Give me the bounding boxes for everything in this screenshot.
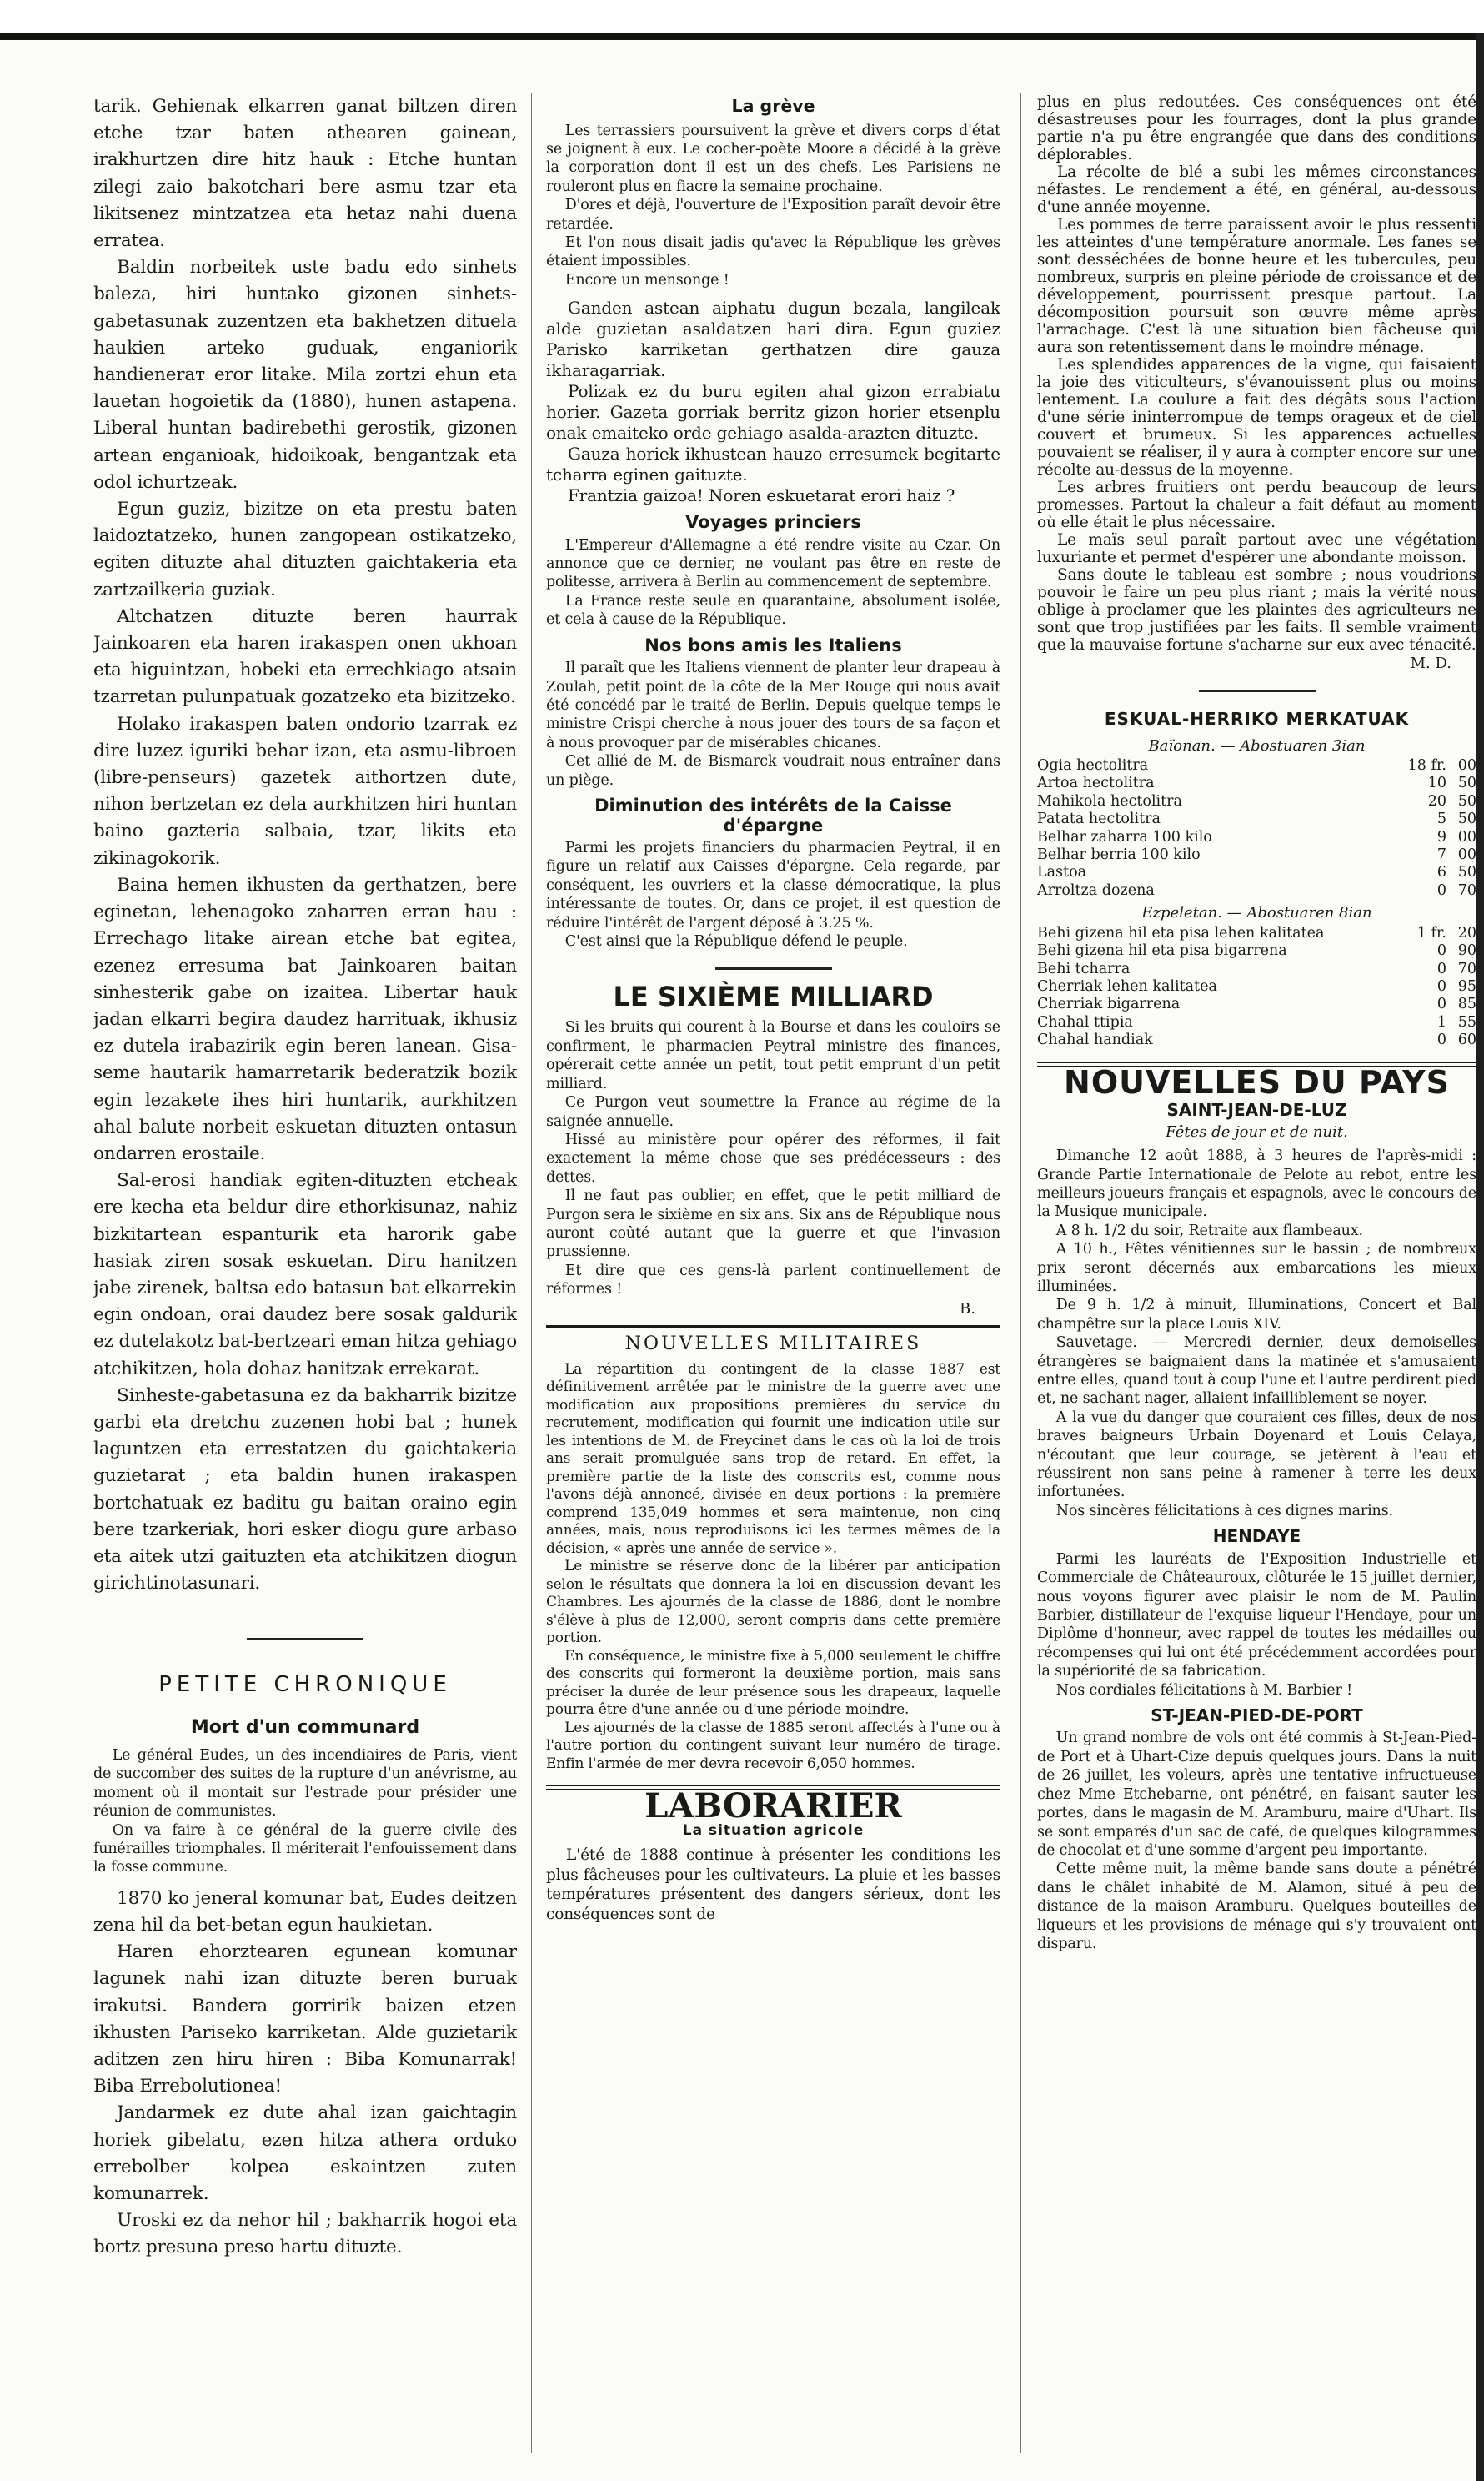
militaires-title: NOUVELLES MILITAIRES: [624, 1333, 922, 1355]
price-cents: 50: [1457, 811, 1476, 828]
paragraph: Frantzia gaizoa! Noren eskuetarat erori haiz ?: [568, 485, 955, 506]
price-item: Ogia hectolitra: [1037, 757, 1149, 774]
market-title: ESKUAL-HERRIKO MERKATUAK: [1104, 709, 1410, 729]
price-row: [1037, 942, 1476, 960]
price-item: Artoa hectolitra: [1037, 775, 1155, 792]
paragraph: Sans doute le tableau est sombre ; nous voudrions pouvoir le faire un peu plus riant ; mais la vérité nous oblige à proclamer que les plaintes des agriculteurs ne sont que trop justifiées par les faits. Il semble vraiment que la mauvaise fortune s'acharne sur eux avec ténacité.: [1037, 566, 1476, 654]
communard-french: [93, 1746, 517, 1877]
sjl-subtitle: Fêtes de jour et de nuit.: [1166, 1122, 1348, 1141]
paragraph: Le général Eudes, un des incendiaires de Paris, vient de succomber des suites de la rupture d'un anévrisme, au moment où il montait sur l'estrade pour présider une réunion de communistes.: [93, 1746, 517, 1821]
paragraph: Un grand nombre de vols ont été commis à St-Jean-Pied-de Port et à Uhart-Cize depuis quelques jours. Dans la nuit de 26 juillet, les voleurs, après une tentative infructueuse chez Mme Etchebarne, ont pénétré, en faisant sauter les portes, dans le magasin de M. Aramburu, maire d'Uhart. Ils se sont emparés d'un sac de café, de quelques kilogrammes de chocolat et d'une somme d'argent peu importante.: [1037, 1730, 1476, 1859]
price-row: [1037, 757, 1476, 775]
situation-title: La situation agricole: [682, 1821, 865, 1839]
column-divider-1: [531, 93, 532, 2453]
paragraph: L'été de 1888 continue à présenter les conditions les plus fâcheuses pour les cultivateurs. La pluie et les basses températures présentent des dangers sérieux, dont les conséquences sont de: [546, 1846, 1000, 1923]
paragraph: Hissé au ministère pour opérer des réformes, il fait exactement la même chose que ses prédécesseurs : des dettes.: [546, 1131, 1000, 1186]
price-value: 0: [1436, 996, 1446, 1013]
paragraph: Les arbres fruitiers ont perdu beaucoup de leurs promesses. Partout la chaleur a fait défaut au moment où elle était le plus nécessaire.: [1037, 479, 1476, 531]
price-cents: 60: [1457, 1032, 1476, 1049]
paragraph: L'Empereur d'Allemagne a été rendre visite au Czar. On annonce que ce dernier, ne voulant pas être en reste de politesse, arrivera à Berlin au commencement de septembre.: [546, 536, 1000, 591]
paragraph: A 10 h., Fêtes vénitiennes sur le bassin ; de nombreux prix seront décernés aux embarcations les mieux illuminées.: [1037, 1241, 1476, 1295]
price-row: [1037, 793, 1476, 811]
price-cents: 00: [1457, 828, 1476, 846]
voyages-title: Voyages princiers: [685, 512, 861, 533]
paragraph: Les pommes de terre paraissent avoir le plus ressenti les atteintes d'une température anormale. Les fanes se sont desséchées de bonne heure et les tubercules, peu nombreux, surpris en pleine période de croissance et de développement, pourrissent presque partout. La décomposition poursuit son œuvre même après l'arrachage. C'est là une situation bien fâcheuse qui aura son retentissement dans le moindre ménage.: [1037, 216, 1476, 356]
paragraph: De 9 h. 1/2 à minuit, Illuminations, Concert et Bal champêtre sur la place Louis XIV.: [1037, 1297, 1476, 1333]
rule: [546, 1325, 1000, 1328]
paragraph: plus en plus redoutées. Ces conséquences ont été désastreuses pour les fourrages, dont la plus grande partie n'a pu être engrangée que dans des conditions déplorables.: [1037, 93, 1476, 163]
column-3: [1037, 93, 1476, 2462]
price-value: 9: [1436, 828, 1446, 846]
price-cents: 55: [1457, 1013, 1476, 1031]
price-value: 0: [1436, 942, 1446, 960]
paragraph: On va faire à ce général de la guerre civile des funérailles triomphales. Il mériterait l'enfouissement dans la fosse commune.: [93, 1821, 517, 1876]
price-value: 20: [1427, 792, 1446, 810]
price-row: [1037, 978, 1476, 996]
page-top-margin: [0, 0, 1484, 37]
price-cents: 95: [1457, 977, 1476, 995]
paragraph: La répartition du contingent de la classe 1887 est définitivement arrêtée par le ministre de la guerre avec une modification aux propositions premières du service du recrutement, modification qui fournit une indication utile sur les intentions de M. de Freycinet dans le cas où la loi de trois ans serait promulguée sans trop de retard. En effet, la première partie de la liste des conscrits est, comme nous l'avons déjà annoncé, divisée en deux portions : la première comprend 135,049 hommes et sera maintenue, non cinq années, mais, nous reproduisons ici les termes mêmes de la décision, « après une année de service ».: [546, 1360, 1000, 1557]
price-value: 6: [1436, 864, 1446, 881]
paragraph: Ganden astean aiphatu dugun bezala, langileak alde guzietan asaldatzen hari dira. Egun guziez Parisko karriketan gerthatzen dire gauza ikharagarriak.: [546, 298, 1000, 381]
laborarier-title: LABORARIER: [644, 1786, 902, 1826]
price-row: [1037, 864, 1476, 881]
paragraph: Uroski ez da nehor hil ; bakharrik hogoi eta bortz presuna preso hartu dituzte.: [93, 2210, 517, 2258]
price-value: 7: [1436, 846, 1446, 864]
price-item: Mahikola hectolitra: [1037, 792, 1182, 810]
paragraph: D'ores et déjà, l'ouverture de l'Exposition paraît devoir être retardée.: [546, 197, 1000, 233]
paragraph: Le ministre se réserve donc de la libérer par anticipation selon le résultats que donnera la loi en discussion devant les Chambres. Les ajournés de la classe de 1886, dont le nombre s'élève à plus de 12,000, seront compris dans cette première portion.: [546, 1558, 1000, 1647]
price-cents: 50: [1457, 792, 1476, 810]
price-cents: 70: [1457, 881, 1476, 899]
ornament-divider: [93, 1625, 517, 1652]
price-row: [1037, 1014, 1476, 1032]
paragraph: Le maïs seul paraît partout avec une végétation luxuriante et permet d'espérer une abondante moisson.: [1037, 531, 1476, 566]
greve-title: La grève: [731, 96, 815, 116]
paragraph: 1870 ko jeneral komunar bat, Eudes deitzen zena hil da bet-betan egun haukietan.: [93, 1887, 517, 1936]
price-row: [1037, 829, 1476, 846]
price-item: Arroltza dozena: [1037, 881, 1155, 899]
price-row: [1037, 996, 1476, 1013]
price-cents: 70: [1457, 960, 1476, 977]
communard-basque: [93, 1886, 517, 2262]
paragraph: Egun guziz, bizitze on eta prestu baten laidoztatzeko, hunen zangopean ostikatzeko, egiten dituzte ahal dituzten gaichtakeria eta zartzailkeria guziak.: [93, 499, 517, 600]
price-cents: 50: [1457, 864, 1476, 881]
petite-chronique-title: PETITE CHRONIQUE: [158, 1671, 452, 1697]
price-item: Behi tcharra: [1037, 960, 1131, 977]
page-right-edge: [1476, 33, 1484, 2481]
communard-title: Mort d'un communard: [190, 1716, 420, 1738]
price-value: 0: [1436, 977, 1446, 995]
paragraph: Il paraît que les Italiens viennent de planter leur drapeau à Zoulah, petit point de la côte de la Mer Rouge qui nous avait été concédé par le traité de Berlin. Depuis quelque temps le ministre Crispi cherche à nous jouer des tours de sa façon et à nous provoquer par de misérables chicanes.: [546, 660, 1000, 751]
ornament-divider: [546, 959, 1000, 979]
paragraph: tarik. Gehienak elkarren ganat biltzen diren etche tzar baten athearen gainean, irakhurtzen dire hitz hauk : Etche huntan zilegi zaio bakotchari bere asmu tzar eta likitsenez mintzatzea eta hetaz nahi duena erratea.: [93, 96, 517, 252]
baionan-heading: Baïonan. — Abostuaren 3ian: [1148, 736, 1366, 755]
column-1: [93, 93, 517, 2462]
price-item: Belhar zaharra 100 kilo: [1037, 828, 1212, 846]
italiens-title: Nos bons amis les Italiens: [644, 635, 902, 655]
price-row: [1037, 811, 1476, 828]
ezpeletan-price-table: [1037, 925, 1476, 1050]
price-item: Cherriak lehen kalitatea: [1037, 977, 1217, 995]
price-cents: 00: [1457, 757, 1476, 774]
column-divider-2: [1020, 93, 1021, 2453]
paragraph: Les ajournés de la classe de 1885 seront affectés à l'une ou à l'autre portion du contingent suivant leur numéro de tirage. Enfin l'armée de mer devra recevoir 6,050 hommes.: [546, 1719, 1000, 1772]
price-row: [1037, 1032, 1476, 1049]
price-cents: 00: [1457, 846, 1476, 864]
price-item: Cherriak bigarrena: [1037, 996, 1181, 1013]
milliard-title: LE SIXIÈME MILLIARD: [613, 980, 934, 1012]
paragraph: A 8 h. 1/2 du soir, Retraite aux flambeaux.: [1055, 1222, 1363, 1239]
paragraph: Dimanche 12 août 1888, à 3 heures de l'après-midi : Grande Partie Internationale de Pelote au rebot, entre les meilleurs joueurs français et espagnols, avec le concours de la Musique municipale.: [1037, 1148, 1476, 1221]
ezpeletan-heading: Ezpeletan. — Abostuaren 8ian: [1141, 904, 1372, 922]
paragraph: Sauvetage. — Mercredi dernier, deux demoiselles étrangères se baignaient dans la matinée et s'amusaient entre elles, quand tout à coup l'une et l'autre perdirent pied et, ne sachant nager, allaient infailliblement se noyer.: [1037, 1334, 1476, 1408]
paragraph: Si les bruits qui courent à la Bourse et dans les couloirs se confirment, le pharmacien Peytral ministre des finances, opérerait cette année un petit, tout petit emprunt d'un petit milliard.: [546, 1019, 1000, 1092]
sjl-title: SAINT-JEAN-DE-LUZ: [1166, 1100, 1347, 1121]
price-item: Chahal handiak: [1037, 1032, 1153, 1049]
paragraph: Ce Purgon veut soumettre la France au régime de la saignée annuelle.: [546, 1094, 1000, 1130]
paragraph: Cet allié de M. de Bismarck voudrait nous entraîner dans un piège.: [546, 753, 1000, 789]
price-value: 1: [1436, 1013, 1446, 1031]
paragraph: Nos cordiales félicitations à M. Barbier !: [1055, 1681, 1352, 1699]
paragraph: Jandarmek ez dute ahal izan gaichtagin horiek gibelatu, ezen hitza athera orduko errebolber kolpea eskaintzen zuten komunarrek.: [93, 2102, 517, 2205]
agri-signature: M. D.: [1410, 655, 1451, 672]
nouvelles-title: NOUVELLES DU PAYS: [1064, 1063, 1450, 1101]
price-cents: 90: [1457, 942, 1476, 960]
paragraph: Les splendides apparences de la vigne, qui faisaient la joie des viticulteurs, s'évanouissent plus ou moins lentement. La coulure a fait des dégâts sous l'action d'une série ininterrompue de temps orageux et de ciel couvert et brumeux. Si les apparences actuelles pouvaient se réaliser, il y aura à compter encore sur une récolte au-dessus de la moyenne.: [1037, 356, 1476, 479]
price-row: [1037, 846, 1476, 864]
paragraph: Altchatzen dituzte beren haurrak Jainkoaren eta haren irakaspen onen ukhoan eta higuintzan, hobeki eta errechkiago atsain tzarretan pulunpatuak gozatzeko eta bizitzeko.: [93, 605, 517, 708]
paragraph: Encore un mensonge !: [564, 271, 729, 289]
price-item: Behi gizena hil eta pisa lehen kalitatea: [1037, 924, 1325, 942]
paragraph: Les terrassiers poursuivent la grève et divers corps d'état se joignent à eux. Le cocher-poète Moore a décidé à la grève la corporation dont il est un des chefs. Les Parisiens ne rouleront plus en fiacre la semaine prochaine.: [546, 122, 1000, 195]
column-2: [546, 93, 1000, 2462]
milliard-signature: B.: [960, 1299, 975, 1318]
price-cents: 50: [1457, 775, 1476, 792]
price-item: Belhar berria 100 kilo: [1037, 846, 1201, 864]
paragraph: Et dire que ces gens-là parlent continuellement de réformes !: [546, 1262, 1000, 1298]
hendaye-title: HENDAYE: [1212, 1526, 1301, 1547]
price-value: 5: [1436, 811, 1446, 828]
paragraph: La récolte de blé a subi les mêmes circonstances néfastes. Le rendement a été, en général, au-dessous d'une année moyenne.: [1037, 163, 1476, 216]
price-item: Chahal ttipia: [1037, 1013, 1133, 1031]
ornament-divider: [1037, 682, 1476, 702]
price-value: 0: [1436, 1032, 1446, 1049]
price-cents: 20: [1457, 924, 1476, 942]
paragraph: A la vue du danger que couraient ces filles, deux de nos braves baigneurs Urbain Doyenard et Louis Celaya, n'écoutant que leur courage, se jetèrent à l'eau et réussirent non sans peine à ramener à terre les deux infortunées.: [1037, 1409, 1476, 1501]
price-row: [1037, 925, 1476, 942]
caisse-title: Diminution des intérêts de la Caisse d'épargne: [594, 796, 952, 836]
paragraph: Cette même nuit, la même bande sans doute a pénétré dans le châlet inhabité de M. Alamon, situé à peu de distance de la maison Aramburu. Quelques bouteilles de liqueurs et les provisions de ménage qui s'y trouvaient ont disparu.: [1037, 1861, 1476, 1952]
paragraph: Gauza horiek ikhustean hauzo erresumek begitarte tcharra eginen gaituzte.: [546, 444, 1000, 485]
price-value: 0: [1436, 960, 1446, 977]
paragraph: Baldin norbeitek uste badu edo sinhets baleza, hiri huntako gizonen sinhets-gabetasunak zuzentzen eta bakhetzen dituela haukien arteko guduak, enganiorik handieneraт eror litake. Mila zortzi ehun eta lauetan hogoietik da (1880), hunen astapena. Liberal huntan badirebethi gerostik, gizonen artean enganioak, hidoikoak, bengantzak eta odol ichurtzeak.: [93, 257, 517, 493]
sjpp-title: ST-JEAN-PIED-DE-PORT: [1151, 1705, 1363, 1725]
price-item: Behi gizena hil eta pisa bigarrena: [1037, 942, 1287, 960]
basque-article: [93, 93, 517, 1597]
price-value: 1 fr.: [1416, 924, 1446, 942]
paragraph: Sinheste-gabetasuna ez da bakharrik bizitze garbi eta dretchu zuzenen hobi bat ; hunek laguntzen eta errestatzen du gaichtakeria guzietarat ; eta baldin hunen irakaspen bortchatuak ez baditu gu baitan oraino egin bere tzarkeriak, hori esker diogu gure arbaso eta aitek utzi gaituzten eta atchikitzen diogun girichtinotasunari.: [93, 1384, 517, 1595]
price-row: [1037, 961, 1476, 978]
paragraph: Baina hemen ikhusten da gerthatzen, bere eginetan, lehenagoko zaharren erran hau : Errechago litake airean etche bat egitea, ezenez erresuma bat Jainkoaren baitan sinhesterik gabe on izaitea. Libertar hauk jadan elkarri begira daudez harrituak, ikhusiz ez dutela irabazirik egin beren lanean. Gisa-seme hautarik hamarretarik bederatzik bozik egin lezakete ihes hiri huntarik, aurkhitzen ahal balute norbeit eskuetan dituzten ontasun ondarren erostaile.: [93, 874, 517, 1164]
page-top-rule: [0, 33, 1484, 40]
paragraph: C'est ainsi que la République défend le peuple.: [564, 933, 908, 951]
paragraph: Sal-erosi handiak egiten-dituzten etcheak ere kecha eta beldur dire ethorkisunaz, nahiz bizkitartean espanturik eta harorik gabe hasiak ziren sosak eskuetan. Diru hanitzen jabe zirenek, baltsa edo batasun bat elkarrekin egin ondoan, orai daudez bere sosak galdurik ez dutelakotz bat-bertzeari eman hitza gehiago atchikitzen, hola dohaz hanitzak errekarat.: [93, 1170, 517, 1379]
paragraph: Il ne faut pas oublier, en effet, que le petit milliard de Purgon sera le sixième en six ans. Six ans de République nous auront coûté autant que la guerre et que l'invasion prussienne.: [546, 1188, 1000, 1261]
paragraph: Polizak ez du buru egiten ahal gizon errabiatu horier. Gazeta gorriak berritz gizon horier etsenplu onak emaiteko orde gehiago asalda-arazten dituzte.: [546, 381, 1000, 444]
paragraph: Parmi les lauréats de l'Exposition Industrielle et Commerciale de Châteauroux, clôturée le 15 juillet dernier, nous voyons figurer avec plaisir le nom de M. Paulin Barbier, distillateur de l'exquise liqueur l'Hendaye, pour un Diplôme d'honneur, avec rappel de toutes les médailles ou récompenses qui lui ont été précédemment accordées pour la supériorité de sa fabrication.: [1037, 1550, 1476, 1680]
paragraph: Nos sincères félicitations à ces dignes marins.: [1055, 1502, 1393, 1519]
price-value: 10: [1427, 775, 1446, 792]
paragraph: Et l'on nous disait jadis qu'avec la République les grèves étaient impossibles.: [546, 234, 1000, 270]
price-value: 18 fr.: [1407, 757, 1446, 774]
paragraph: Holako irakaspen baten ondorio tzarrak ez dire luzez iguriki behar izan, eta asmu-libroen (libre-penseurs) gazetek aithortzen dute, nihon bertzetan ez dela aurkhitzen hiri huntan baino gazteria salbaia, tzar, likits eta zikinagokorik.: [93, 713, 517, 869]
price-value: 0: [1436, 881, 1446, 899]
price-cents: 85: [1457, 996, 1476, 1013]
paragraph: Haren ehorztearen egunean komunar lagunek nahi izan dituzte beren buruak irakutsi. Bandera gorririk baizen etzen ikhusten Pariseko karriketan. Alde guzietarik aditzen zen hiru hiren : Biba Komunarrak! Biba Errebolutionea!: [93, 1941, 517, 2097]
paragraph: Parmi les projets financiers du pharmacien Peytral, il en figure un relatif aux Caisses d'épargne. Cela regarde, par conséquent, les ouvriers et la classe démocratique, la plus intéressante de toutes. Or, dans ce projet, il est question de réduire l'intérêt de l'argent déposé à 3.25 %.: [546, 840, 1000, 932]
price-row: [1037, 775, 1476, 792]
baionan-price-table: [1037, 757, 1476, 900]
price-row: [1037, 882, 1476, 900]
paragraph: La France reste seule en quarantaine, absolument isolée, et cela à cause de la République.: [546, 592, 1000, 629]
price-item: Patata hectolitra: [1037, 811, 1161, 828]
price-item: Lastoa: [1037, 864, 1087, 881]
paragraph: En conséquence, le ministre fixe à 5,000 seulement le chiffre des conscrits qui formeront la deuxième portion, mais sans préciser la durée de leur présence sous les drapeaux, laquelle pourra être d'une année ou d'une période moindre.: [546, 1647, 1000, 1719]
